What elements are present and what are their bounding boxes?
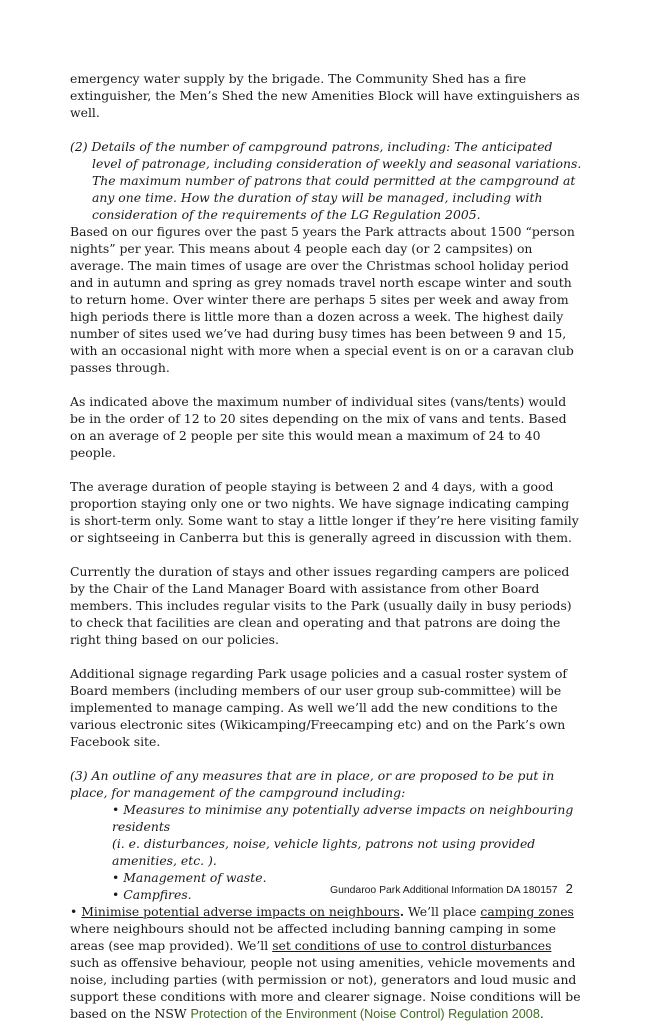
regulation-name: Protection of the Environment (Noise Control) Regulation 2008 xyxy=(190,1007,540,1021)
page-footer xyxy=(330,880,588,899)
paragraph-neighbour-impacts xyxy=(70,903,582,1023)
page-number: 2 xyxy=(565,881,573,896)
paragraph-fire-extinguishers: emergency water supply by the brigade. The Community Shed has a fire extinguisher, the Men’s Shed the new Amenities Block will have extinguishers as well. xyxy=(70,71,580,120)
paragraph-person-nights: Based on our figures over the past 5 years the Park attracts about 1500 “person nights” per year. This means about 4 people each day (or 2 campsites) on average. The main times of usage are over the Christmas school holiday period and in autumn and spring as grey nomads travel north escape winter and south to return home. Over winter there are perhaps 5 sites per week and away from high periods there is little more than a dozen across a week. The highest daily number of sites used we’ve had during busy times has been between 9 and 15, with an occasional night with more when a special event is on or a caravan club passes through. xyxy=(70,224,575,375)
paragraph-max-sites: As indicated above the maximum number of individual sites (vans/tents) would be in the order of 12 to 20 sites depending on the mix of vans and tents. Based on an average of 2 people per site this would mean a maximum of 24 to 40 people. xyxy=(70,394,567,460)
question-3-measures: (3) An outline of any measures that are in place, or are proposed to be put in place, for management of the campground including: xyxy=(70,768,555,800)
heading-dot: . xyxy=(399,904,405,919)
paragraph-policing: Currently the duration of stays and other issues regarding campers are policed by the Chair of the Land Manager Board with assistance from other Board members. This includes regular visits to the Park (usually daily in busy periods) to check that facilities are clean and operating and that patrons are doing the right thing based on our policies. xyxy=(70,564,572,647)
heading-minimise-impacts: Minimise potential adverse impacts on neighbours xyxy=(81,904,400,919)
text-camping-zones-lead: We’ll place xyxy=(404,904,481,919)
text-end-period: . xyxy=(539,1006,544,1021)
measure-item-waste: • Management of waste. xyxy=(112,870,267,885)
question-2-patrons: (2) Details of the number of campground patrons, including: The anticipated level of patronage, including consideration of weekly and seasonal variations. The maximum number of patrons that could permitted at the campground at any one time. How the duration of stay will be managed, including with consideration of the requirements of the LG Regulation 2005. xyxy=(70,139,582,222)
paragraph-duration-of-stay: The average duration of people staying is between 2 and 4 days, with a good proportion staying only one or two nights. We have signage indicating camping is short-term only. Some want to stay a little longer if they’re here visiting family or sightseeing in Canberra but this is generally agreed in discussion with them. xyxy=(70,479,579,545)
measure-item-examples: (i. e. disturbances, noise, vehicle lights, patrons not using provided amenities, etc. ). xyxy=(112,836,536,868)
conditions-of-use-text: set conditions of use to control disturbances xyxy=(272,938,552,953)
bullet-glyph: • xyxy=(70,904,82,919)
text-neighbours: where neighbours should not be affected including banning camping in some areas (see map provided). We’ll xyxy=(70,921,556,953)
measure-item-campfires: • Campfires. xyxy=(112,887,192,902)
measure-item-adverse-impacts: • Measures to minimise any potentially adverse impacts on neighbouring residents xyxy=(112,802,574,834)
text-disturbances: such as offensive behaviour, people not using amenities, vehicle movements and noise, including parties (with permission or not), generators and loud music and support these conditions with more and clearer signage. Noise conditions will be based on the NSW xyxy=(70,955,581,1021)
camping-zones-text: camping zones xyxy=(480,904,574,919)
footer-text: Gundaroo Park Additional Information DA 180157 xyxy=(330,885,558,896)
paragraph-signage: Additional signage regarding Park usage policies and a casual roster system of Board members (including members of our user group sub-committee) will be implemented to manage camping. As well we’ll add the new conditions to the various electronic sites (Wikicamping/Freecamping etc) and on the Park’s own Facebook site. xyxy=(70,666,568,749)
